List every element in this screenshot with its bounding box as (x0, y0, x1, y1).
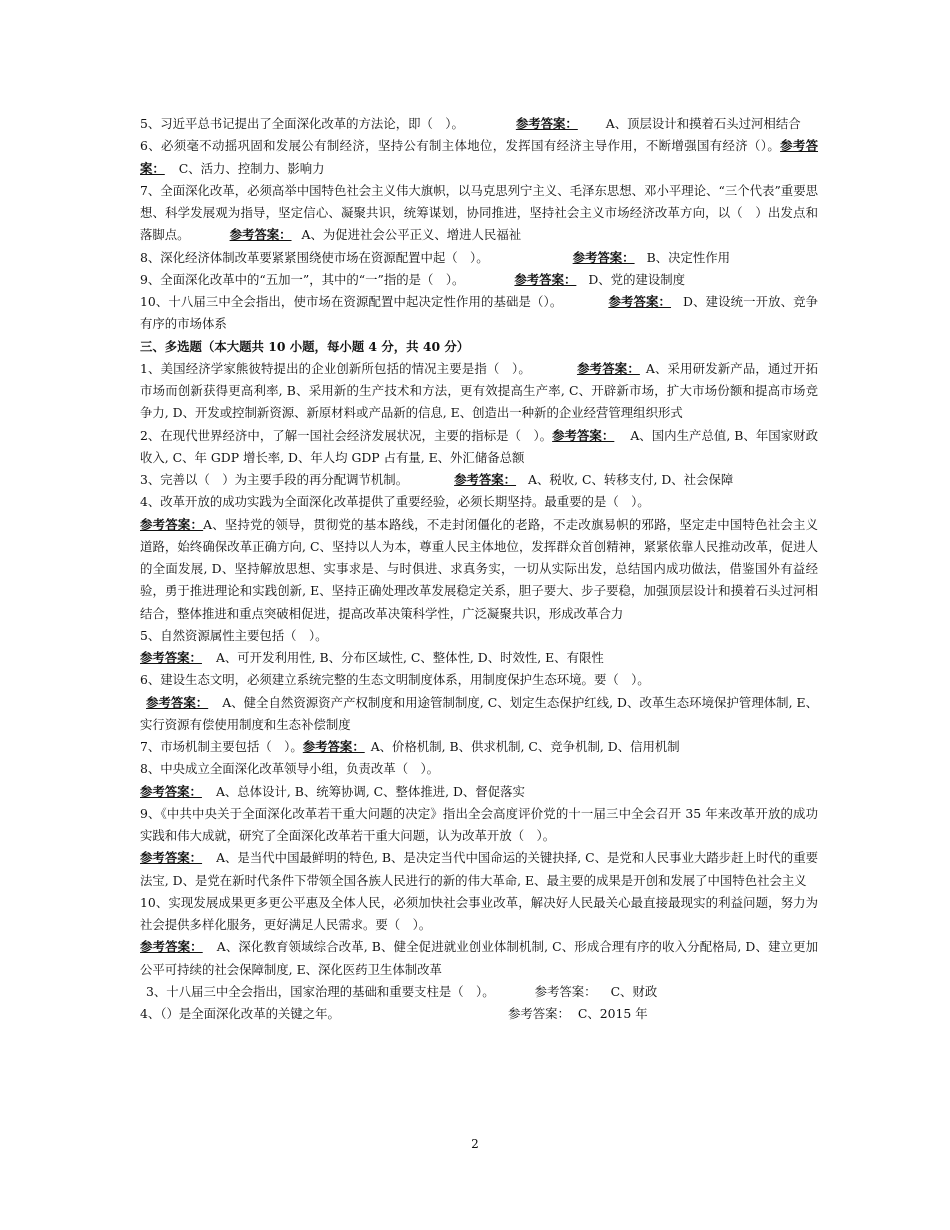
question-text: 5、自然资源属性主要包括（ ）。 (140, 627, 328, 643)
question-item (140, 247, 818, 269)
answer-label: 参考答案： (552, 427, 615, 443)
question-text: 6、必须毫不动摇巩固和发展公有制经济，坚持公有制主体地位，发挥国有经济主导作用，不断增强国有经济（）。 (140, 138, 781, 154)
question-item (140, 491, 818, 625)
answer-label: 参考答案： (302, 739, 365, 754)
question-text: 8、中央成立全面深化改革领导小组，负责改革（ ）。 (140, 761, 440, 777)
answer-label: 参考答案： (229, 227, 292, 243)
answer-text: A、总体设计, B、统筹协调, C、整体推进, D、督促落实 (215, 783, 525, 799)
question-item (140, 669, 818, 736)
question-item (140, 803, 818, 892)
question-text: 2、在现代世界经济中，了解一国社会经济发展状况，主要的指标是（ ）。 (140, 427, 553, 443)
question-item (140, 291, 818, 336)
question-text: 3、完善以（ ）为主要手段的再分配调节机制。 (140, 472, 409, 487)
question-text: 4、（）是全面深化改革的关键之年。 (140, 1006, 340, 1021)
document-page (140, 113, 818, 1025)
question-item (140, 758, 818, 803)
answer-text: A、可开发利用性, B、分布区域性, C、整体性, D、时效性, E、有限性 (215, 650, 604, 665)
question-text: 10、实现发展成果更多更公平惠及全体人民，必须加快社会事业改革，解决好人民最关心最直接最现实的利益问题，努力为社会提供多样化服务，更好满足人民需求。要（ ）。 (140, 894, 818, 932)
answer-text: A、价格机制, B、供求机制, C、竞争机制, D、信用机制 (370, 739, 680, 754)
answer-label: 参考答案： (608, 294, 672, 309)
answer-label-plain: 参考答案： (507, 1006, 570, 1021)
question-item (140, 625, 818, 670)
answer-text: A、是当代中国最鲜明的特色, B、是决定当代中国命运的关键抉择, C、是党和人民事业大踏步赶上时代的重要法宝, D、是党在新时代条件下带领全国各族人民进行的新的伟大革命, E、最主要的成果是开创和发展了中国特色社会主义 (140, 850, 818, 888)
question-item (140, 981, 818, 1003)
question-item (140, 180, 818, 247)
question-item (140, 135, 818, 180)
question-text: 5、习近平总书记提出了全面深化改革的方法论，即（ ）。 (140, 116, 464, 131)
answer-text: A、深化教育领域综合改革, B、健全促进就业创业体制机制, C、形成合理有序的收入分配格局, D、建立更加公平可持续的社会保障制度, E、深化医药卫生体制改革 (140, 939, 819, 977)
answer-label: 参考答案： (140, 138, 819, 176)
answer-label: 参考答案： (140, 516, 204, 532)
question-text: 7、全面深化改革，必须高举中国特色社会主义伟大旗帜，以马克思列宁主义、毛泽东思想、邓小平理论、“三个代表”重要思想、科学发展观为指导，坚定信心、凝聚共识，统筹谋划，协同推进，坚持社会主义市场经济改革方向，以（ ）出发点和落脚点。 (140, 182, 818, 243)
page-number: 2 (471, 1137, 479, 1151)
answer-text: D、建设统一开放、竞争有序的市场体系 (140, 294, 819, 332)
answer-label: 参考答案： (515, 116, 578, 131)
question-item (140, 425, 818, 470)
question-text: 6、建设生态文明，必须建立系统完整的生态文明制度体系，用制度保护生态环境。要（ ）。 (140, 672, 650, 688)
answer-text: A、顶层设计和摸着石头过河相结合 (605, 116, 801, 131)
answer-text: A、采用研发新产品，通过开拓市场而创新获得更高利率, B、采用新的生产技术和方法，更有效提高生产率, C、开辟新市场，扩大市场份额和提高市场竞争力, D、开发或控制新资源、新原材料或产品新的信息, E、创造出一种新的企业经营管理组织形式 (140, 360, 818, 421)
answer-label: 参考答案： (140, 650, 202, 665)
answer-label: 参考答案： (146, 694, 209, 710)
question-text: 7、市场机制主要包括（ ）。 (140, 739, 303, 754)
answer-label: 参考答案： (514, 271, 577, 287)
question-item (140, 1003, 818, 1025)
answer-label: 参考答案： (140, 783, 202, 799)
question-text: 3、十八届三中全会指出，国家治理的基础和重要支柱是（ ）。 (146, 983, 495, 999)
answer-text: A、国内生产总值, B、年国家财政收入, C、年 GDP 增长率, D、年人均 GDP 占有量, E、外汇储备总额 (140, 427, 819, 465)
question-text: 4、改革开放的成功实践为全面深化改革提供了重要经验，必须长期坚持。最重要的是（ ）。 (140, 494, 650, 510)
question-text: 9、《中共中央关于全面深化改革若干重大问题的决定》指出全会高度评价党的十一届三中全会召开 35 年来改革开放的成功实践和伟大成就，研究了全面深化改革若干重大问题，认为改革开放（ ）。 (140, 805, 818, 843)
answer-text: A、税收, C、转移支付, D、社会保障 (528, 472, 734, 487)
question-text: 1、美国经济学家熊彼特提出的企业创新所包括的情况主要是指（ ）。 (140, 360, 531, 376)
answer-text: A、健全自然资源资产产权制度和用途管制制度, C、划定生态保护红线, D、改革生态环境保护管理体制, E、实行资源有偿使用制度和生态补偿制度 (140, 694, 819, 732)
answer-text: C、财政 (610, 983, 658, 999)
answer-text: A、坚持党的领导，贯彻党的基本路线，不走封闭僵化的老路，不走改旗易帜的邪路，坚定走中国特色社会主义道路，始终确保改革正确方向, C、坚持以人为本，尊重人民主体地位，发挥群众首创精神，紧紧依靠人民推动改革，促进人的全面发展, D、坚持解放思想、实事求是、与时俱进、求真务实，一切从实际出发，总结国内成功做法，借鉴国外有益经验，勇于推进理论和实践创新, E、坚持正确处理改革发展稳定关系，胆子要大、步子要稳，加强顶层设计和摸着石头过河相结合，整体推进和重点突破相促进，提高改革决策科学性，广泛凝聚共识，形成改革合力 (140, 516, 819, 621)
question-item (140, 358, 818, 425)
question-item (140, 892, 818, 981)
question-text: 8、深化经济体制改革要紧紧围绕使市场在资源配置中起（ ）。 (140, 249, 489, 265)
answer-text: A、为促进社会公平正义、增进人民福祉 (301, 227, 522, 243)
question-item (140, 269, 818, 291)
question-text: 10、十八届三中全会指出，使市场在资源配置中起决定性作用的基础是（）。 (140, 294, 563, 309)
answer-label: 参考答案： (576, 360, 640, 376)
answer-label-plain: 参考答案： (534, 983, 597, 999)
answer-text: C、2015 年 (577, 1006, 648, 1021)
answer-text: C、活力、控制力、影响力 (178, 160, 325, 176)
section-title: 三、多选题（本大题共 10 小题，每小题 4 分，共 40 分） (140, 338, 470, 354)
answer-text: D、党的建设制度 (588, 271, 686, 287)
question-item (140, 736, 818, 758)
answer-label: 参考答案： (140, 850, 203, 866)
answer-label: 参考答案： (572, 249, 635, 265)
question-text: 9、全面深化改革中的“五加一”，其中的“一”指的是（ ）。 (140, 271, 465, 287)
answer-label: 参考答案： (140, 939, 203, 955)
answer-label: 参考答案： (454, 472, 517, 487)
question-item (140, 113, 818, 135)
answer-text: B、决定性作用 (646, 249, 731, 265)
question-item (140, 469, 818, 491)
